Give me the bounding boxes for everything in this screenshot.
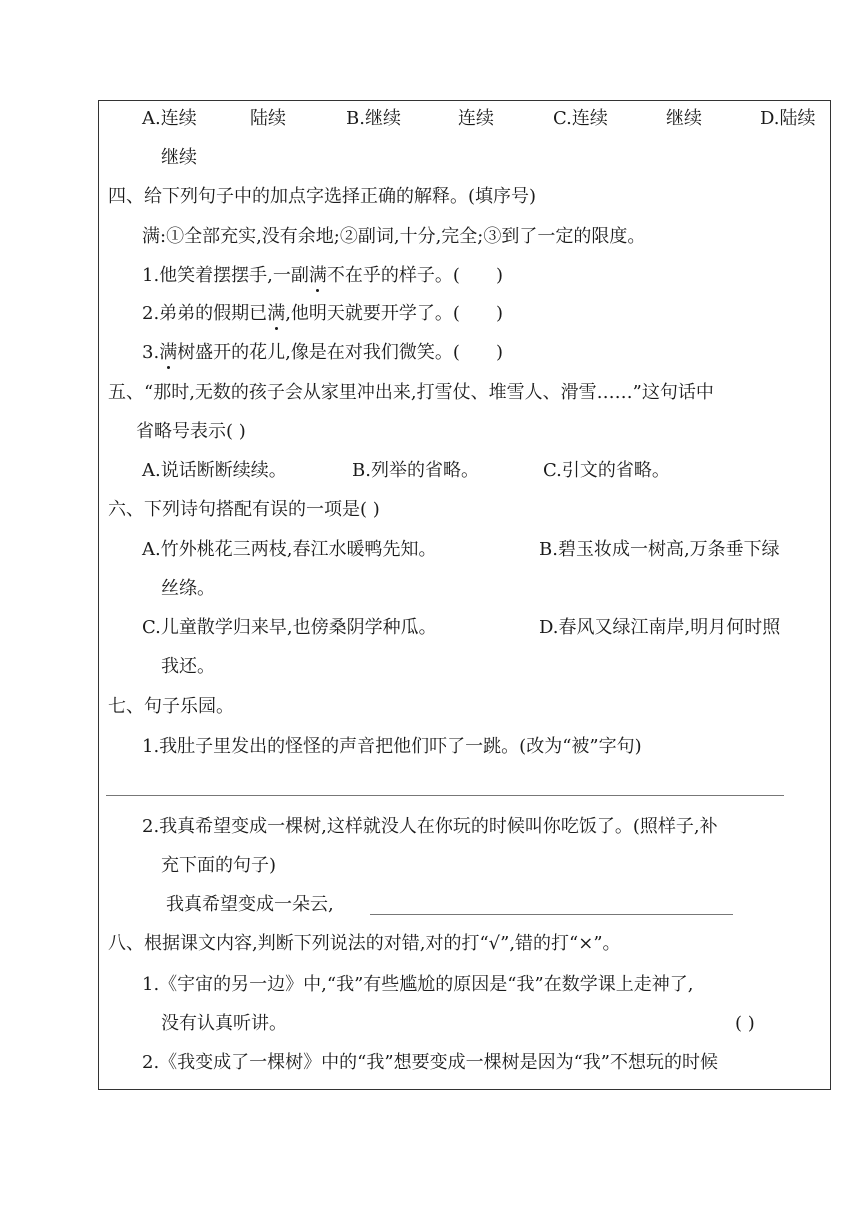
q6-title: 六、下列诗句搭配有误的一项是( ) bbox=[108, 499, 380, 520]
q5-title-line-1: 五、“那时,无数的孩子会从家里冲出来,打雪仗、堆雪人、滑雪……”这句话中 bbox=[108, 382, 714, 403]
q5-option-c: C.引文的省略。 bbox=[543, 460, 670, 481]
answer-line bbox=[370, 914, 733, 915]
q6-option-d-line-1: D.春风又绿江南岸,明月何时照 bbox=[539, 617, 781, 638]
q7-item-2-line-2: 充下面的句子) bbox=[161, 855, 277, 876]
q7-item-1: 1.我肚子里发出的怪怪的声音把他们吓了一跳。(改为“被”字句) bbox=[142, 736, 642, 757]
q6-option-d-line-2: 我还。 bbox=[161, 656, 215, 677]
q3-option-c-word2: 继续 bbox=[666, 108, 702, 129]
q8-item-2-line-1: 2.《我变成了一棵树》中的“我”想要变成一棵树是因为“我”不想玩的时候 bbox=[142, 1052, 718, 1073]
q3-option-d-word1: D.陆续 bbox=[760, 108, 816, 129]
q6-option-a: A.竹外桃花三两枝,春江水暖鸭先知。 bbox=[142, 539, 437, 560]
q3-option-a-word1: A.连续 bbox=[142, 108, 197, 129]
q8-item-1-line-1: 1.《宇宙的另一边》中,“我”有些尴尬的原因是“我”在数学课上走神了, bbox=[142, 974, 694, 995]
q3-option-a-word2: 陆续 bbox=[250, 108, 286, 129]
dotted-character: 满 bbox=[267, 303, 286, 324]
q5-option-a: A.说话断断续续。 bbox=[142, 460, 287, 481]
q4-item-1: 1.他笑着摆摆手,一副满不在乎的样子。( ) bbox=[142, 265, 503, 286]
q7-item-2-line-1: 2.我真希望变成一棵树,这样就没人在你玩的时候叫你吃饭了。(照样子,补 bbox=[142, 816, 718, 837]
q7-item-2-prompt: 我真希望变成一朵云, bbox=[166, 894, 334, 915]
q8-item-1-answer-paren: ( ) bbox=[735, 1013, 755, 1034]
q6-option-c: C.儿童散学归来早,也傍桑阴学种瓜。 bbox=[142, 617, 437, 638]
answer-line bbox=[106, 795, 784, 796]
q3-option-b-word2: 连续 bbox=[458, 108, 494, 129]
q5-title-line-2: 省略号表示( ) bbox=[136, 421, 246, 442]
q4-definition: 满:①全部充实,没有余地;②副词,十分,完全;③到了一定的限度。 bbox=[142, 226, 646, 247]
q8-item-1-line-2: 没有认真听讲。 bbox=[161, 1013, 287, 1034]
q3-option-d-word2: 继续 bbox=[161, 147, 197, 168]
q4-item-3: 3.满树盛开的花儿,像是在对我们微笑。( ) bbox=[142, 342, 503, 363]
dotted-character: 满 bbox=[159, 342, 178, 363]
q3-option-b-word1: B.继续 bbox=[346, 108, 401, 129]
q6-option-b-line-2: 丝绦。 bbox=[161, 578, 215, 599]
q8-title: 八、根据课文内容,判断下列说法的对错,对的打“√”,错的打“×”。 bbox=[108, 933, 621, 954]
q4-title: 四、给下列句子中的加点字选择正确的解释。(填序号) bbox=[108, 186, 537, 207]
dotted-character: 满 bbox=[308, 265, 327, 286]
q6-option-b-line-1: B.碧玉妆成一树高,万条垂下绿 bbox=[539, 539, 780, 560]
q4-item-2: 2.弟弟的假期已满,他明天就要开学了。( ) bbox=[142, 303, 503, 324]
q3-option-c-word1: C.连续 bbox=[553, 108, 608, 129]
q7-title: 七、句子乐园。 bbox=[108, 696, 234, 717]
q5-option-b: B.列举的省略。 bbox=[352, 460, 479, 481]
